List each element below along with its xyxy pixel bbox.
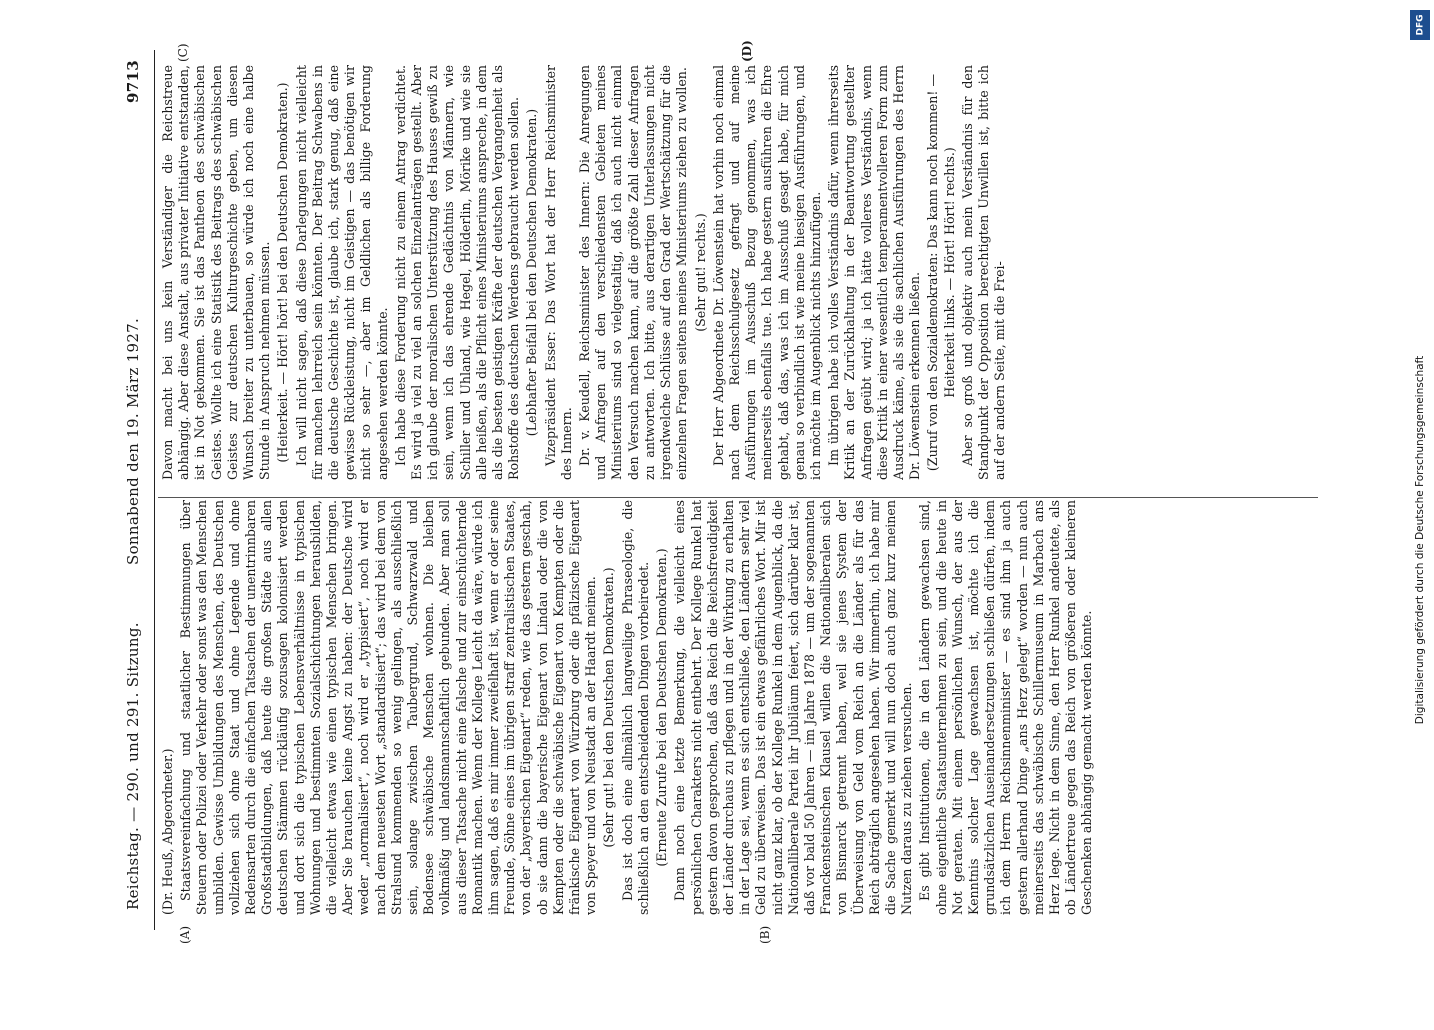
paragraph: Im übrigen habe ich volles Verständnis dafür, wenn ihrerseits Kritik an der Zurückhaltung in der Beantwortung gestellter Anfragen geübt wird; ja ich hätte volleres Verständnis, wenn diese Kritik in einer wesentlich temperamentvolleren Form zum Ausdruck käme, als sie die sachlichen Ausführungen des Herrn Dr. Löwenstein erkennen ließen. (826, 65, 923, 480)
paragraph: Staatsvereinfachung und staatlicher Bestimmungen über Steuern oder Polizei oder Verkehr oder sonst was den Menschen umbilden. Gewisse Umbildungen des Menschen, des Deutschen vollziehen sich ohne Staat und ohne Legende und ohne Redensarten durch die einfachen Tatsachen der unentrinnbaren Großstadtbildungen, daß heute die großen Städte aus allen deutschen Stämmen rückläufig sozusagen kolonisiert werden und dort sich die typischen Lebensverhältnisse in typischen Wohnungen und bestimmten Sozialschichtungen herausbilden, die vielleicht etwas wie einen typischen Menschen bringen. Aber Sie brauchen keine Angst zu haben: der Deutsche wird weder „normalisiert“, noch wird er „typisiert“, noch wird er nach dem neuesten Wort „standardisiert“; das wird bei dem von Stralsund kommenden so wenig gelingen, als ausschließlich sein, solange zwischen Taubergrund, Schwarzwald und Bodensee schwäbische Menschen wohnen. Die bleiben volkmäßig und landsmannschaftlich gebunden. Aber man soll aus dieser Tatsache nicht eine falsche und zur einschüchternde Romantik machen. Wenn der Kollege Leicht da wäre, würde ich ihm sagen, daß es mir immer zweifelhaft ist, wenn er oder seine Freunde, Söhne eines im übrigen straff zentralistischen Staates, von der „bayerischen Eigenart“ reden, wie das gestern geschah, ob sie dann die bayerische Eigenart von Lindau oder die von Kempten oder die schwäbische Eigenart von Kempten oder die fränkische Eigenart von Würzburg oder die pfälzische Eigenart von Speyer und von Neustadt an der Haardt meinen. (178, 500, 599, 915)
paragraph: Ich will nicht sagen, daß diese Darlegungen nicht vielleicht für manchen lehrreich sein könnten. Der Beitrag Schwabens in die deutsche Geschichte ist, glaube ich, stark genug, daß eine gewisse Rückleistung, nicht im Geistigen — das benötigen wir nicht so sehr —, aber im Geldlichen als billige Forderung angesehen werden könnte. (293, 65, 390, 480)
paragraph: Dann noch eine letzte Bemerkung, die vielleicht eines persönlichen Charakters nicht entbehrt. Der Kollege Runkel hat gestern davon gesprochen, daß das Reich die Reichsfreudigkeit der Länder durchaus zu pflegen und in der Wirkung zu erhalten in der Lage sei, wenn es sich entschließe, den Ländern sehr viel Geld zu überweisen. Das ist ein etwas gefährliches Wort. Mir ist nicht ganz klar, ob der Kollege Runkel in dem Augenblick, da die Nationalliberale Partei ihr Jubiläum feiert, sich darüber klar ist, daß vor bald 50 Jahren — im Jahre 1878 — um der sogenannten Franckensteinschen Klausel willen die Nationalliberalen sich von Bismarck getrennt haben, weil sie jenes System der Überweisung von Geld vom Reich an die Länder als für das Reich abträglich angesehen haben. Wir immerhin, ich habe mir die Sache gemerkt und will nun doch auch ganz kurz meinen Nutzen daraus zu ziehen versuchen. (672, 500, 915, 915)
header-date: Sonnabend den 19. März 1927. (124, 317, 142, 565)
interjection: (Lebhafter Beifall bei den Deutschen Demokraten.) (524, 108, 540, 437)
rotated-page-content (118, 40, 1330, 950)
margin-marker-b: (B) (758, 925, 772, 944)
margin-marker-d: (D) (740, 40, 754, 62)
scanned-page (94, 0, 1349, 1000)
margin-marker-a: (A) (178, 925, 192, 944)
speaker-intro: (Dr. Heuß, Abgeordneter.) (160, 748, 175, 915)
paragraph: Vizepräsident Esser: Das Wort hat der Herr Reichsminister des Innern. (542, 65, 574, 480)
paragraph: Ich habe diese Forderung nicht zu einem Antrag verdichtet. Es wird ja viel zu viel an solchen Einzelanträgen gestellt. Aber ich glaube der moralischen Unterstützung des Hauses gewiß zu sein, wenn ich das ehrende Gedächtnis von Männern, wie Schiller und Uhland, wie Hegel, Hölderlin, Mörike und wie sie alle heißen, als die Pflicht eines Ministeriums anspreche, in dem als die besten geistigen Kräfte der deutschen Vergangenheit als Rohstoffe des deutschen Werdens gebraucht werden sollen. (392, 65, 522, 480)
paragraph: Davon macht bei uns kein Verständiger die Reichstreue abhängig. Aber diese Anstalt, aus privater Initiative entstanden, ist in Not gekommen. Sie ist das Pantheon des schwäbischen Geistes. Wollte ich eine Statistik des Beitrags des schwäbischen Geistes zur deutschen Kulturgeschichte geben, um diesen Wunsch breiter zu unterbauen, so würde ich noch eine halbe Stunde in Anspruch nehmen müssen. (160, 65, 273, 480)
left-column (160, 500, 1320, 915)
digitization-note-text: Digitalisierung gefördert durch die Deutsche Forschungsgemeinschaft (1414, 355, 1426, 725)
header-rule (154, 50, 155, 930)
interjection: (Sehr gut! rechts.) (692, 213, 708, 332)
paragraph: Der Herr Abgeordnete Dr. Löwenstein hat vorhin noch einmal nach dem Reichsschulgesetz gefragt und auf meine Ausführungen im Ausschuß Bezug genommen, was ich meinerseits ebenfalls tue. Ich habe gestern ausführen die Ehre gehabt, daß das, was ich im Ausschuß gesagt habe, für mich genau so verbindlich ist wie meine hiesigen Ausführungen, und ich möchte im Augenblick nichts hinzufügen. (710, 65, 823, 480)
paragraph: Es gibt Institutionen, die in den Ländern gewachsen sind, ohne eigentliche Staatsunternehmen zu sein, und die heute in Not geraten. Mit einem persönlichen Wunsch, der aus der Kenntnis solcher Lage gewachsen ist, möchte ich die grundsätzlichen Auseinandersetzungen schließen dürfen, indem ich dem Herrn Reichsinnenminister — es sind ihm ja auch gestern allerhand Dinge „ans Herz gelegt“ worden — nun auch meinerseits das schwäbische Schillermuseum in Marbach ans Herz lege. Nicht in dem Sinne, den Herr Runkel andeutete, als ob Ländertreue gegen das Reich von größeren oder kleineren Geschenken abhängig gemacht werden könnte. (917, 500, 1095, 915)
header-session: Reichstag. — 290. und 291. Sitzung. (124, 622, 142, 910)
page-number: 9713 (124, 60, 142, 103)
right-column (160, 65, 1320, 480)
paragraph: Aber so groß und objektiv auch mein Verständnis für den Standpunkt der Opposition berechtigten Unwillen ist, bitte ich auf der andern Seite, mit die Frei- (959, 65, 1008, 480)
interjection: (Sehr gut! bei den Deutschen Demokraten.) (601, 567, 617, 848)
column-divider (158, 497, 1318, 498)
interjection: (Erneute Zurufe bei den Deutschen Demokraten.) (654, 548, 670, 867)
interjection: (Heiterkeit. — Hört! hört! bei den Deutschen Demokraten.) (275, 82, 291, 463)
paragraph: Dr. v. Keudell, Reichsminister des Innern: Die Anregungen und Anfragen auf den verschiedensten Gebieten meines Ministeriums sind so vielgestaltig, daß ich auch nicht einmal den Versuch machen kann, auf die größte Zahl dieser Anfragen zu antworten. Ich bitte, aus derartigen Unterlassungen nicht irgendwelche Schlüsse auf den Grad der Wertschätzung für die einzelnen Fragen seitens meines Ministeriums ziehen zu wollen. (577, 65, 690, 480)
digitization-note (1410, 50, 1430, 1030)
page-header (118, 50, 152, 950)
margin-marker-c: (C) (176, 43, 190, 62)
interjection: (Zuruf von den Sozialdemokraten: Das kann noch kommen! — Heiterkeit links. — Hört! Hört! rechts.) (925, 73, 957, 472)
paragraph: Das ist doch eine allmählich langweilige Phraseologie, die schließlich an den entscheidenden Dingen vorbeiredet. (619, 500, 651, 915)
dfg-logo: DFG (1410, 10, 1430, 40)
